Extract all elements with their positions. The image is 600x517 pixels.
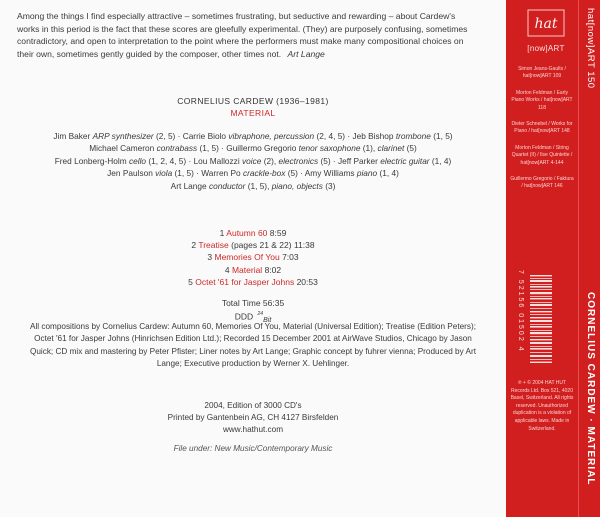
track-row: 2 Treatise (pages 21 & 22) 11:38 — [191, 240, 315, 251]
catalog-item: Guillermo Gregorio / Faktura / hat[now]ART 146 — [510, 176, 574, 190]
intro-paragraph — [17, 10, 479, 60]
file-under: File under: New Music/Contemporary Music — [173, 444, 333, 453]
composer-heading: CORNELIUS CARDEW (1936–1981) — [177, 96, 329, 106]
spine-catalog-number: hat[now]ART 150 — [585, 8, 596, 89]
catalog-item: Simon Jeans-Gaults / hat[now]ART 109 — [518, 66, 566, 80]
track-list — [0, 227, 506, 288]
personnel-line: Fred Lonberg-Holm cello (1, 2, 4, 5) · Lou Mallozzi voice (2), electronics (5) · Jeff Parker electric guitar (1, 4) — [54, 155, 452, 166]
total-time: Total Time 56:35 — [221, 298, 285, 308]
track-row: 1 Autumn 60 8:59 — [219, 228, 287, 238]
edition-info: 2004, Edition of 3000 CD's Printed by Gantenbein AG, CH 4127 Birsfelden www.hathut.com — [0, 400, 506, 436]
track-row: 4 Material 8:02 — [224, 264, 282, 275]
intro-text: Among the things I find especially attractive – sometimes frustrating, but seductive and rewarding – about Cardew's works in this period is the fact that these scores are gleefully experimental. (They) are purposely confusing, sometimes contradictory, and open to interpretation to the point where the performers must make many compositional choices on their own, sometimes gently guided by the composer, other times not. — [17, 11, 468, 59]
hat-logo — [524, 8, 568, 53]
hat-logo-icon — [526, 8, 566, 38]
catalog-item: Dieter Schnebel / Works for Piano / hat[now]ART 148 — [511, 121, 573, 135]
album-title: MATERIAL — [230, 108, 276, 118]
intro-signature: Art Lange — [287, 48, 325, 59]
personnel-line: Jen Paulson viola (1, 5) · Warren Po crackle-box (5) · Amy Williams piano (1, 4) — [107, 168, 399, 179]
barcode-number: 7 52156 01502 4 — [517, 270, 524, 353]
personnel-line: Art Lange conductor (1, 5), piano, objects (3) — [170, 180, 336, 191]
credits-paragraph: All compositions by Cornelius Cardew: Autumn 60, Memories Of You, Material (Universal Edition); Treatise (Edition Peters); Octet '61 for Jasper Johns (Hinrichsen Edition Ltd.); Recorded 15 December 2001 at AirWave Studios, Chicago by Jason Quick; CD mix and mastering by Peter Pfister; Liner notes by Art Lange; Graphic concept by fuhrer vienna; Produced by Art Lange; Executive production by Werner X. Uehlinger. — [30, 322, 476, 369]
bit-logo: 24Bit — [257, 311, 272, 324]
spine-panel — [506, 0, 578, 517]
catalog-item: Morton Feldman / String Quartet (II) / Ilse Quintette / hat[now]ART 4-144 — [511, 144, 573, 166]
personnel-line: Jim Baker ARP synthesizer (2, 5) · Carrie Biolo vibraphone, percussion (2, 4, 5) · Jeb Bishop trombone (1, 5) — [53, 131, 453, 141]
svg-text:hat: hat — [534, 16, 558, 32]
website-link[interactable]: www.hathut.com — [222, 425, 284, 434]
catalog-list — [510, 66, 574, 200]
track-row: 3 Memories Of You 7:03 — [207, 252, 299, 263]
personnel-line: Michael Cameron contrabass (1, 5) · Guillermo Gregorio tenor saxophone (1), clarinet (5) — [89, 143, 417, 154]
track-row: 5 Octet '61 for Jasper Johns 20:53 — [188, 276, 318, 287]
barcode-icon — [530, 275, 552, 363]
ddd-label: DDD — [234, 311, 254, 322]
personnel-list — [0, 130, 506, 192]
spine-divider — [578, 0, 579, 517]
catalog-item: Morton Feldman / Early Piano Works / hat[now]ART 118 — [511, 89, 573, 111]
spine-title: CORNELIUS CARDEW · MATERIAL — [585, 292, 596, 486]
copyright-notice: ℗ + © 2004 HAT HUT Records Ltd. Box 521, 4020 Basel, Switzerland. All rights reserved. Unauthorized duplication is a violation of applicable laws. Made in Switzerland. — [510, 380, 574, 432]
logo-label: [now]ART — [527, 44, 565, 53]
